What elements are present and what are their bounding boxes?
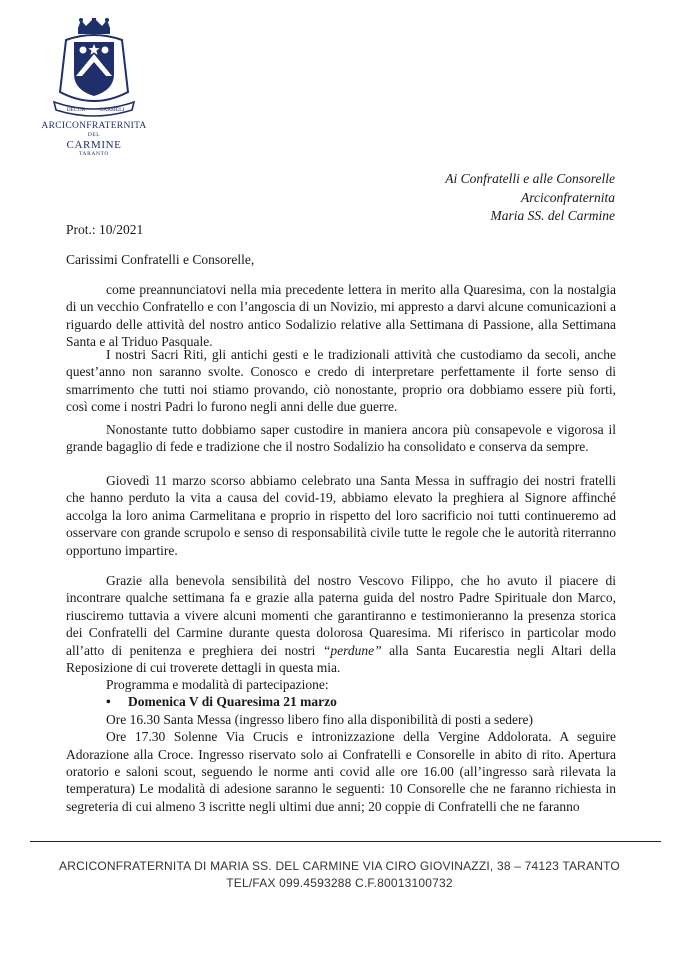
org-name-line3: CARMINE xyxy=(66,138,122,151)
program-heading: Domenica V di Quaresima 21 marzo xyxy=(128,694,337,710)
perdune-term: “perdune” xyxy=(322,642,382,658)
paragraph-1: come preannunciatovi nella mia precedente lettera in merito alla Quaresima, con la nostalgia di un vecchio Confratello e con l’angoscia di un Novizio, mi appresto a darvi alcune comunicazioni a riguardo delle attività del nostro antico Sodalizio relative alla Settimana di Passione, alla Settimana Santa e al Triduo Pasquale. xyxy=(66,282,616,350)
addressee-line1: Ai Confratelli e alle Consorelle xyxy=(445,171,615,186)
letterhead xyxy=(24,18,164,158)
motto-right: CARMELI xyxy=(99,107,125,113)
paragraph-2: I nostri Sacri Riti, gli antichi gesti e le tradizionali attività che custodiamo da secoli, anche quest’anno non saranno svolte. Conosco e credo di interpretare perfettamente il forte senso di smarrimento che tutti noi stiamo provando, ciò nonostante, proprio ora dobbiamo essere più forti, così come i nostri Padri lo furono negli anni delle due guerre. xyxy=(66,347,616,415)
footer xyxy=(0,858,679,892)
paragraph-3: Nonostante tutto dobbiamo saper custodire in maniera ancora più consapevole e vigorosa il grande bagaglio di fede e tradizione che il nostro Sodalizio ha consolidato e conserva da sempre. xyxy=(66,422,616,455)
footer-divider xyxy=(30,841,661,842)
addressee-line2: Arciconfraternita xyxy=(521,189,615,205)
paragraph-5 xyxy=(66,572,616,676)
addressee-line3: Maria SS. del Carmine xyxy=(490,208,615,224)
footer-address: ARCICONFRATERNITA DI MARIA SS. DEL CARMINE VIA CIRO GIOVINAZZI, 38 – 74123 TARANTO xyxy=(59,859,620,873)
program-line-2: Ore 17.30 Solenne Via Crucis e intronizzazione della Vergine Addolorata. A seguire Adorazione alla Croce. Ingresso riservato solo ai Confratelli e Consorelle in abito di rito. Apertura oratorio e saloni scout, seguendo le norme anti covid alle ore 16.00 (all’ingresso sarà rilevata la temperatura) Le modalità di adesione saranno le seguenti: 10 Consorelle che ne faranno richiesta in segreteria di cui almeno 3 iscritte negli ultimi due anni; 20 coppie di Confratelli che ne faranno xyxy=(66,729,616,814)
paragraph-5-part-b: alla Santa Eucarestia negli Altari della Reposizione di cui troverete dettagli in questa mia. xyxy=(66,642,617,676)
protocol-number: Prot.: 10/2021 xyxy=(66,222,144,237)
org-name-line2: DEL xyxy=(87,131,101,138)
paragraph-5-part-a: Grazie alla benevola sensibilità del nostro Vescovo Filippo, che ho avuto il piacere di incontrare qualche settimana fa e grazie alla paterna guida del nostro Padre Spirituale don Marco, riusciremo tuttavia a vivere alcuni momenti che garantiranno e testimonieranno la presenza storica dei Confratelli del Carmine durante questa dolorosa Quaresima. Mi riferisco in particolar modo all’atto di penitenza e preghiera dei nostri xyxy=(66,573,616,658)
motto-left: DECOR xyxy=(66,107,86,113)
program-section xyxy=(66,676,616,815)
paragraph-4: Giovedì 11 marzo scorso abbiamo celebrato una Santa Messa in suffragio dei nostri fratelli che hanno perduto la vita a causa del covid-19, abbiamo elevato la preghiera al Signore affinché accolga la loro anima Carmelitana e proprio in rispetto del loro sacrificio noi tutti continueremo ad osservare con grande scrupolo e senso di responsabilità civile tutte le regole che le autorità riterranno opportuno impartire. xyxy=(66,473,616,558)
addressee-block xyxy=(445,170,615,226)
program-intro: Programma e modalità di partecipazione: xyxy=(106,677,329,692)
bullet-icon: • xyxy=(106,694,111,710)
program-line-1: Ore 16.30 Santa Messa (ingresso libero fino alla disponibilità di posti a sedere) xyxy=(106,711,534,727)
footer-contacts: TEL/FAX 099.4593288 C.F.80013100732 xyxy=(226,876,453,890)
greeting: Carissimi Confratelli e Consorelle, xyxy=(66,252,255,267)
org-name-line1: ARCICONFRATERNITA xyxy=(41,121,147,131)
crest-icon xyxy=(48,18,140,118)
org-name-line4: TARANTO xyxy=(79,151,109,158)
program-heading-row xyxy=(66,693,616,710)
